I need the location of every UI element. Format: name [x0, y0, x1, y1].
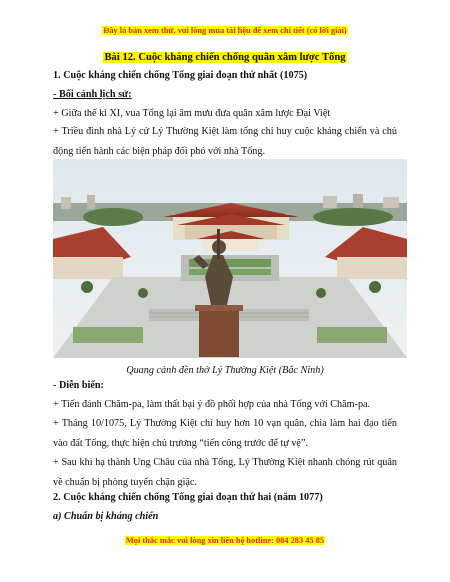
- hotline-notice: [0, 536, 450, 545]
- section1-heading: 1. Cuộc kháng chiến chống Tống giai đoạn thứ nhất (1075): [53, 70, 308, 81]
- background-item: + Triều đình nhà Lý cử Lý Thường Kiệt làm tổng chỉ huy cuộc kháng chiến và chủ động tiến hành các biện pháp đối phó với nhà Tống.: [53, 126, 397, 157]
- background-heading-text: - Bối cảnh lịch sử:: [53, 89, 132, 100]
- lesson-title-text: Bài 12. Cuộc kháng chiến chống quân xâm lược Tống: [104, 52, 346, 63]
- section2-subheading: a) Chuẩn bị kháng chiến: [53, 511, 159, 522]
- events-item: + Tháng 10/1075, Lý Thường Kiệt chỉ huy hơn 10 vạn quân, chia làm hai đạo tiến vào đất Tống, thực hiện chủ trương “tiến công trước để tự vệ”.: [53, 418, 397, 449]
- preview-notice-text: Đây là bản xem thử, vui lòng mua tài liệu để xem chi tiết (có lời giải): [103, 26, 347, 35]
- hotline-notice-text: Mọi thắc mắc vui lòng xin liên hệ hotline: 084 283 45 85: [125, 536, 325, 545]
- image-caption: Quang cảnh đền thờ Lý Thường Kiệt (Bắc Ninh): [126, 365, 324, 376]
- events-item: + Sau khi hạ thành Ung Châu của nhà Tống, Lý Thường Kiệt nhanh chóng rút quân về chuẩn bị phòng tuyến chặn giặc.: [53, 457, 397, 488]
- events-item: + Tiến đánh Chăm-pa, làm thất bại ý đồ phối hợp của nhà Tống với Chăm-pa.: [53, 399, 371, 410]
- background-heading: [53, 88, 403, 101]
- temple-photo: [53, 159, 407, 358]
- section2-heading: 2. Cuộc kháng chiến chống Tống giai đoạn thứ hai (năm 1077): [53, 492, 323, 503]
- events-heading: - Diễn biến:: [53, 380, 104, 391]
- preview-notice: [0, 26, 450, 35]
- background-item: + Giữa thế kỉ XI, vua Tống lại âm mưu đưa quân xâm lược Đại Việt: [53, 108, 331, 119]
- lesson-title: [0, 52, 450, 63]
